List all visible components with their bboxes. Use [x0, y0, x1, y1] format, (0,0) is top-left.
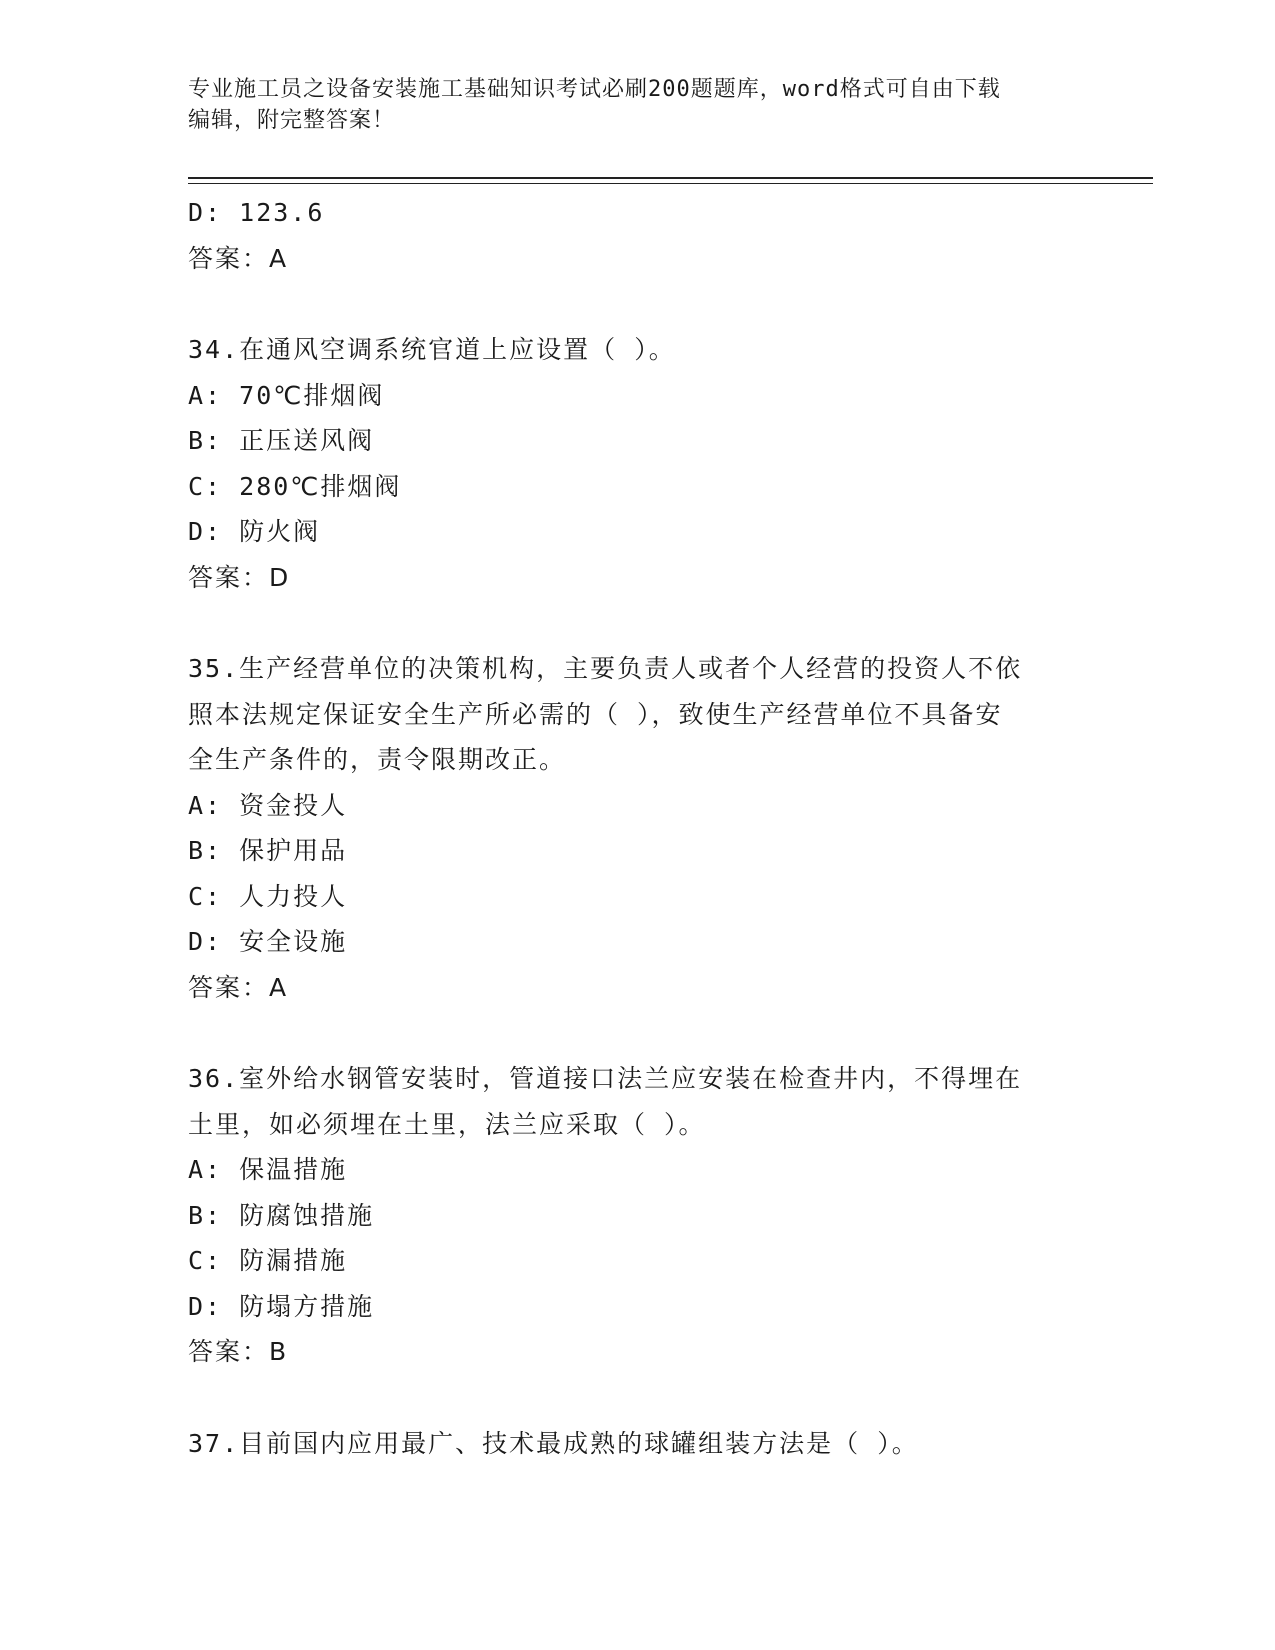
spacer	[188, 1010, 1088, 1056]
option-d: D: 123.6	[188, 198, 325, 227]
header-line-1: 专业施工员之设备安装施工基础知识考试必刷200题题库，word格式可自由下载	[188, 77, 1001, 102]
question-stem: 34.在通风空调系统官道上应设置（ ）。	[188, 335, 676, 364]
question-37	[188, 1421, 1088, 1467]
question-stem-line-3: 全生产条件的，责令限期改正。	[188, 745, 567, 774]
spacer	[188, 1375, 1088, 1421]
option-c: C: 防漏措施	[188, 1246, 348, 1275]
option-b: B: 保护用品	[188, 836, 348, 865]
spacer	[188, 281, 1088, 327]
option-c: C: 人力投人	[188, 881, 348, 911]
question-stem-line-2: 照本法规定保证安全生产所必需的（ ），致使生产经营单位不具备安	[188, 699, 1003, 729]
question-stem: 37.目前国内应用最广、技术最成熟的球罐组装方法是（ ）。	[188, 1428, 919, 1458]
document-header	[188, 74, 1088, 136]
option-b: B: 正压送风阀	[188, 426, 375, 455]
answer-line: 答案：A	[188, 972, 289, 1002]
spacer	[188, 600, 1088, 646]
question-33-tail	[188, 190, 1088, 281]
header-divider-thick	[188, 177, 1153, 179]
option-d: D: 防火阀	[188, 517, 321, 546]
question-stem-line-1: 35.生产经营单位的决策机构，主要负责人或者个人经营的投资人不依	[188, 654, 1023, 683]
option-a: A: 保温措施	[188, 1155, 348, 1184]
question-35	[188, 646, 1088, 1010]
question-36	[188, 1056, 1088, 1375]
option-d: D: 防塌方措施	[188, 1291, 375, 1321]
answer-line: 答案：A	[188, 243, 289, 273]
option-a: A: 70℃排烟阀	[188, 380, 385, 410]
question-34	[188, 327, 1088, 600]
option-d: D: 安全设施	[188, 927, 348, 956]
option-a: A: 资金投人	[188, 790, 348, 820]
header-line-2: 编辑，附完整答案！	[188, 108, 396, 133]
question-stem-line-2: 土里，如必须埋在土里，法兰应采取（ ）。	[188, 1109, 706, 1139]
option-b: B: 防腐蚀措施	[188, 1200, 375, 1230]
question-list	[188, 190, 1088, 1466]
header-divider-thin	[188, 183, 1153, 184]
option-c: C: 280℃排烟阀	[188, 471, 402, 501]
question-stem-line-1: 36.室外给水钢管安装时，管道接口法兰应安装在检查井内，不得埋在	[188, 1064, 1023, 1093]
answer-line: 答案：D	[188, 562, 291, 592]
answer-line: 答案：B	[188, 1337, 289, 1366]
